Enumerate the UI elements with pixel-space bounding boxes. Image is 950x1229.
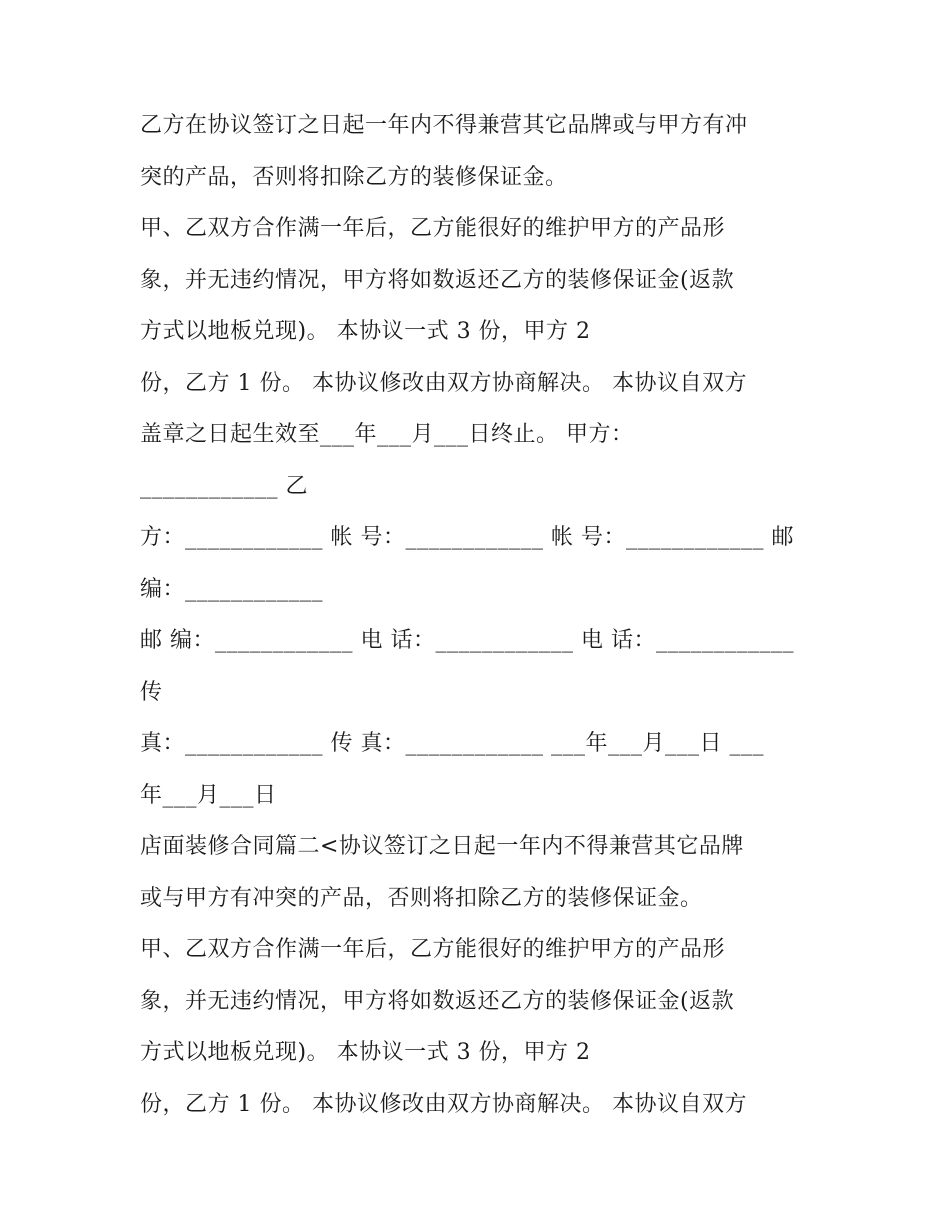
text-line: 店面装修合同篇二<协议签订之日起一年内不得兼营其它品牌 xyxy=(140,834,744,859)
text-line: 方式以地板兑现)。 本协议一式 3 份，甲方 2 xyxy=(140,1040,591,1065)
text-line: 盖章之日起生效至___年___月___日终止。 甲方： xyxy=(140,422,634,447)
text-line: 真：____________ 传 真：____________ ___年___月___日 ___ xyxy=(140,731,764,756)
text-line: 份，乙方 1 份。 本协议修改由双方协商解决。 本协议自双方 xyxy=(140,1091,747,1117)
text-line: 甲、乙双方合作满一年后，乙方能很好的维护甲方的产品形 xyxy=(140,937,726,962)
text-line: 邮 编：____________ 电 话：____________ 电 话：____________ xyxy=(140,628,794,653)
text-line: 或与甲方有冲突的产品，否则将扣除乙方的装修保证金。 xyxy=(140,885,703,911)
text-line: 编：____________ xyxy=(140,576,324,602)
text-line: 甲、乙双方合作满一年后，乙方能很好的维护甲方的产品形 xyxy=(140,216,726,241)
text-line: 传 xyxy=(140,679,163,705)
document-body xyxy=(140,100,820,1130)
text-line: 方：____________ 帐 号：____________ 帐 号：____________ 邮 xyxy=(140,525,794,550)
text-line: 象，并无违约情况，甲方将如数返还乙方的装修保证金(返款 xyxy=(140,988,735,1014)
text-line: 乙方在协议签订之日起一年内不得兼营其它品牌或与甲方有冲 xyxy=(140,113,748,138)
text-line: ____________ 乙 xyxy=(140,473,308,499)
text-line: 突的产品，否则将扣除乙方的装修保证金。 xyxy=(140,164,568,190)
text-line: 方式以地板兑现)。 本协议一式 3 份，甲方 2 xyxy=(140,319,591,344)
text-line: 年___月___日 xyxy=(140,782,277,808)
text-line: 象，并无违约情况，甲方将如数返还乙方的装修保证金(返款 xyxy=(140,267,735,293)
text-line: 份，乙方 1 份。 本协议修改由双方协商解决。 本协议自双方 xyxy=(140,370,747,396)
